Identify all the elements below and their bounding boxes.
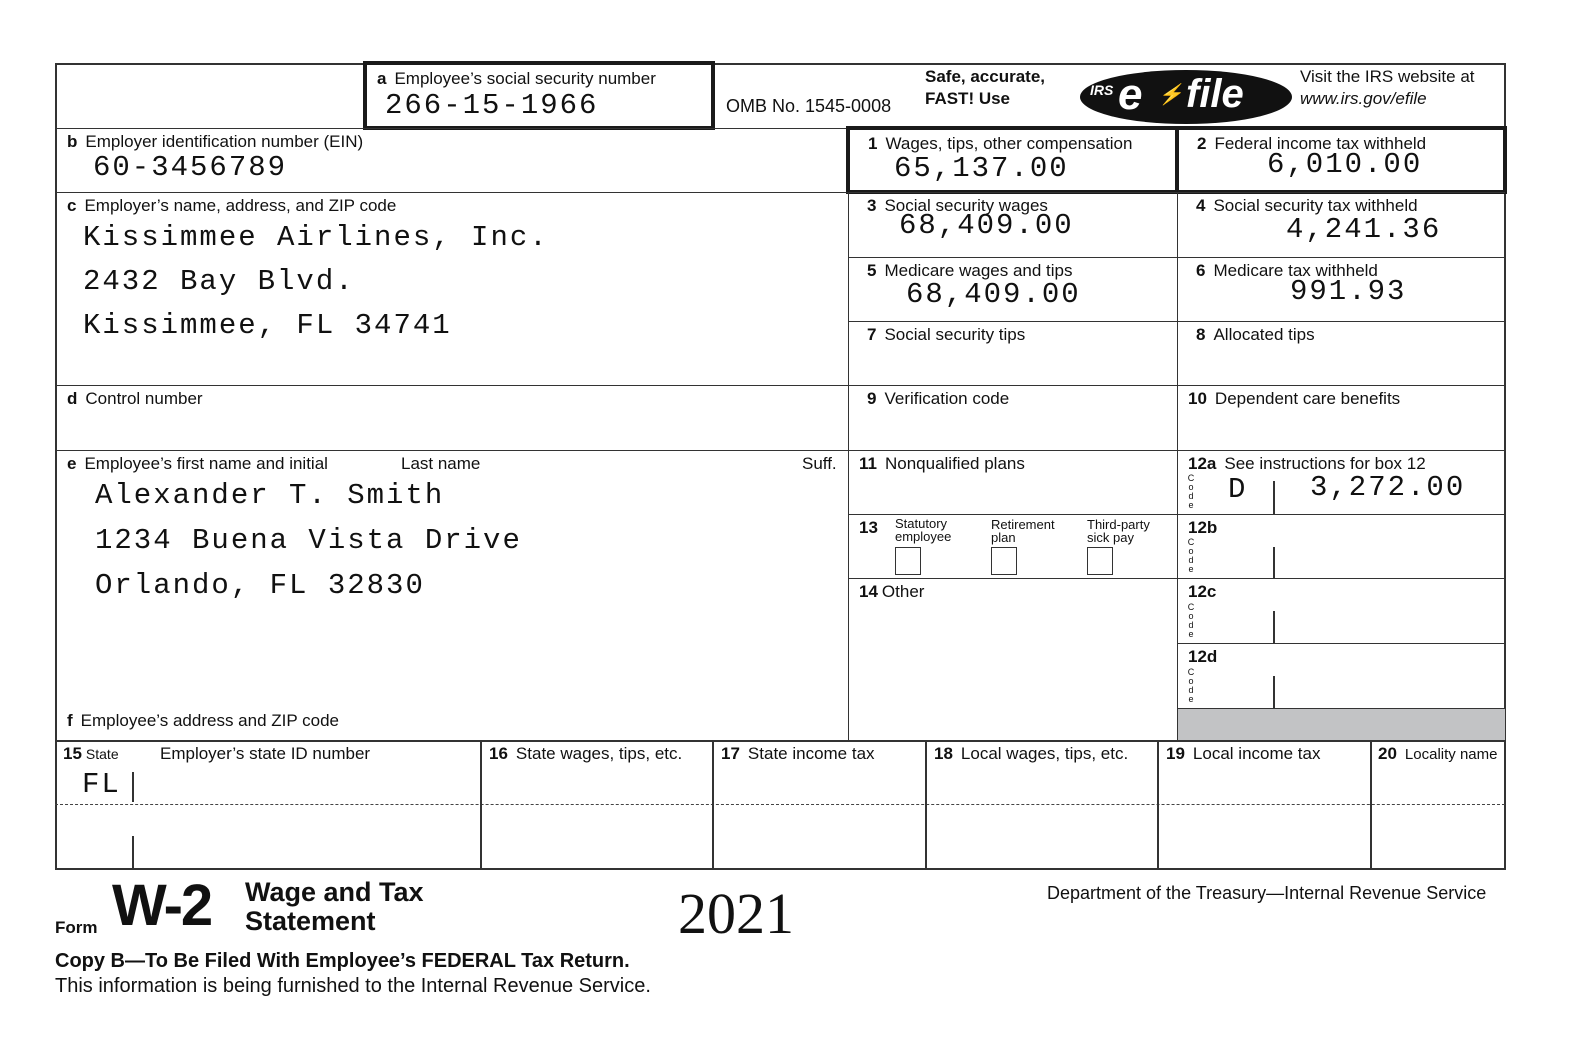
code-labels-12c: C o d e xyxy=(1187,602,1195,639)
box-e-employee: e Employee’s first name and initial Last name Suff. Alexander T. Smith 1234 Buena Vista Drive Orlando, FL 32830 f Employee’s address and ZIP code xyxy=(55,450,848,740)
box-6: 6 Medicare tax withheld 991.93 xyxy=(1177,257,1505,321)
box-18-label: 18 Local wages, tips, etc. xyxy=(934,744,1129,763)
employee-name[interactable]: Alexander T. Smith xyxy=(95,479,445,512)
box-c-employer: c Employer’s name, address, and ZIP code Kissimmee Airlines, Inc. 2432 Bay Blvd. Kissimmee, FL 34741 xyxy=(55,192,848,385)
box-6-value[interactable]: 991.93 xyxy=(1290,275,1407,308)
info-notice: This information is being furnished to the Internal Revenue Service. xyxy=(55,975,651,997)
box-12a-value[interactable]: 3,272.00 xyxy=(1310,471,1466,504)
code-labels-12b: C o d e xyxy=(1187,537,1195,574)
box-3-value[interactable]: 68,409.00 xyxy=(899,209,1074,242)
box-10: 10 Dependent care benefits xyxy=(1177,385,1505,450)
state-id-label: Employer’s state ID number xyxy=(160,744,371,763)
box-2-value[interactable]: 6,010.00 xyxy=(1267,148,1423,181)
box-20-label: 20 Locality name xyxy=(1378,744,1498,763)
state-value[interactable]: FL xyxy=(82,768,121,801)
employer-city[interactable]: Kissimmee, FL 34741 xyxy=(83,309,452,342)
box-16-label: 16 State wages, tips, etc. xyxy=(489,744,683,763)
state-row-divider xyxy=(55,804,1505,805)
employee-street[interactable]: 1234 Buena Vista Drive xyxy=(95,524,522,557)
box-17-label: 17 State income tax xyxy=(721,744,875,763)
ssn-box: a Employee’s social security number 266-15-1966 xyxy=(363,61,715,130)
efile-url[interactable]: www.irs.gov/efile xyxy=(1300,89,1427,108)
visit-irs-text: Visit the IRS website at xyxy=(1300,67,1475,86)
department-text: Department of the Treasury—Internal Revenue Service xyxy=(1047,883,1487,903)
box-4: 4 Social security tax withheld 4,241.36 xyxy=(1177,192,1505,257)
shaded-area xyxy=(1177,708,1505,740)
employer-street[interactable]: 2432 Bay Blvd. xyxy=(83,265,355,298)
form-w2-title: W-2 xyxy=(112,873,212,938)
box-12b: 12b xyxy=(1177,514,1505,578)
suffix-label: Suff. xyxy=(802,454,837,473)
box-14: 14 Other xyxy=(848,578,1177,740)
last-name-label: Last name xyxy=(401,454,481,473)
box-5: 5 Medicare wages and tips 68,409.00 xyxy=(848,257,1177,321)
box-1-wages: 1 Wages, tips, other compensation 65,137.00 xyxy=(846,126,1179,194)
ssn-label: Employee’s social security number xyxy=(394,69,656,88)
form-label: Form xyxy=(55,918,98,937)
box-d-control: d Control number xyxy=(55,385,848,450)
box-11: 11 Nonqualified plans xyxy=(848,450,1177,514)
box-12a-code[interactable]: D xyxy=(1228,473,1248,506)
box-12c: 12c xyxy=(1177,578,1505,643)
box-4-value[interactable]: 4,241.36 xyxy=(1286,213,1442,246)
box-19-label: 19 Local income tax xyxy=(1166,744,1321,763)
tax-year: 2021 xyxy=(678,881,794,946)
box-b-ein: b Employer identification number (EIN) 60-3456789 xyxy=(55,128,848,192)
retirement-plan-checkbox[interactable] xyxy=(991,547,1017,575)
box-7: 7 Social security tips xyxy=(848,321,1177,385)
ssn-value[interactable]: 266-15-1966 xyxy=(385,89,599,122)
efile-text-1: Safe, accurate, xyxy=(925,67,1046,86)
employee-city[interactable]: Orlando, FL 32830 xyxy=(95,569,425,602)
box-1-value[interactable]: 65,137.00 xyxy=(894,152,1069,185)
employer-name[interactable]: Kissimmee Airlines, Inc. xyxy=(83,221,549,254)
third-party-sick-pay-checkbox[interactable] xyxy=(1087,547,1113,575)
box-8: 8 Allocated tips xyxy=(1177,321,1505,385)
efile-text-2: FAST! Use xyxy=(925,89,1011,108)
box-5-value[interactable]: 68,409.00 xyxy=(906,278,1081,311)
box-12a: 12a See instructions for box 12 D 3,272.00 xyxy=(1177,450,1505,514)
statutory-employee-checkbox[interactable] xyxy=(895,547,921,575)
omb-number: OMB No. 1545-0008 xyxy=(726,96,892,116)
box-12d: 12d xyxy=(1177,643,1505,708)
copy-b-notice: Copy B—To Be Filed With Employee’s FEDERAL Tax Return. xyxy=(55,950,630,972)
code-labels-12a: C o d e xyxy=(1187,473,1195,510)
box-3: 3 Social security wages 68,409.00 xyxy=(848,192,1177,257)
form-title-line2: Statement xyxy=(245,906,376,936)
form-title-line1: Wage and Tax xyxy=(245,877,424,907)
code-labels-12d: C o d e xyxy=(1187,667,1195,704)
box-9: 9 Verification code xyxy=(848,385,1177,450)
irs-efile-logo: IRS e ⚡ file xyxy=(1080,70,1292,124)
box-15-label: 15 State xyxy=(63,744,119,763)
box-2-federal-tax: 2 Federal income tax withheld 6,010.00 xyxy=(1175,126,1507,194)
box-13: 13 Statutory employee Retirement plan Third-party sick pay xyxy=(848,514,1177,578)
ein-value[interactable]: 60-3456789 xyxy=(93,151,288,184)
